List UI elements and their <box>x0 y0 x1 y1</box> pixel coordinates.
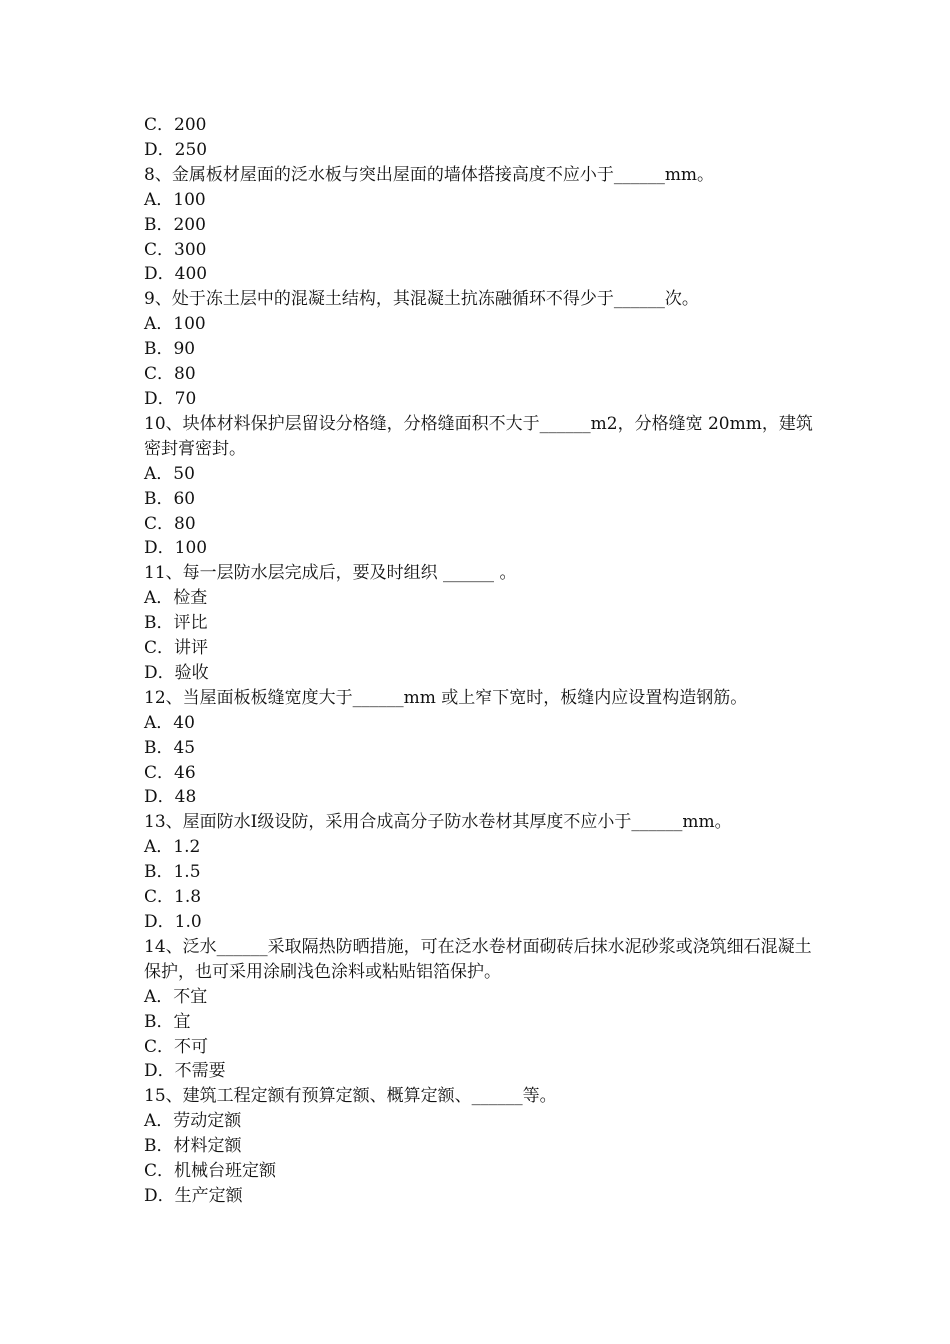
answer-option: B．60 <box>144 488 196 509</box>
question-text: 10、块体材料保护层留设分格缝，分格缝面积不大于______m2，分格缝宽 20mm，建筑密封膏密封。 <box>144 413 813 459</box>
answer-option: D．验收 <box>144 662 209 683</box>
answer-option: B．200 <box>144 214 206 235</box>
answer-option: A．100 <box>144 314 206 335</box>
question-text: 9、处于冻土层中的混凝土结构，其混凝土抗冻融循环不得少于______次。 <box>144 289 699 310</box>
answer-option: D．70 <box>144 388 197 409</box>
answer-option: D．1.0 <box>144 912 202 932</box>
answer-option: D．生产定额 <box>144 1185 243 1206</box>
answer-option: C．不可 <box>144 1036 209 1057</box>
answer-option: D．100 <box>144 538 208 559</box>
question-text: 14、泛水______采取隔热防晒措施，可在泛水卷材面砌砖后抹水泥砂浆或浇筑细石混凝土保护，也可采用涂刷浅色涂料或粘贴铝箔保护。 <box>144 936 812 982</box>
question-text: 15、建筑工程定额有预算定额、概算定额、______等。 <box>144 1086 557 1107</box>
answer-option: C．机械台班定额 <box>144 1161 277 1182</box>
question-text: 11、每一层防水层完成后，要及时组织 ______ 。 <box>144 563 517 584</box>
question-text: 13、屋面防水Ⅰ级设防，采用合成高分子防水卷材其厚度不应小于______mm。 <box>144 812 732 833</box>
answer-option: A．检查 <box>144 588 208 609</box>
answer-option: B．评比 <box>144 613 208 634</box>
answer-option: C．300 <box>144 239 207 260</box>
answer-option: A．劳动定额 <box>144 1111 242 1132</box>
answer-option: C．46 <box>144 762 196 783</box>
answer-option: B．1.5 <box>144 862 201 883</box>
answer-option: D．48 <box>144 787 197 808</box>
answer-option: C．1.8 <box>144 887 202 908</box>
answer-option: A．40 <box>144 712 195 733</box>
answer-option: C．80 <box>144 364 196 385</box>
answer-option: D．不需要 <box>144 1061 226 1082</box>
answer-option: B．材料定额 <box>144 1136 242 1157</box>
answer-option: A．不宜 <box>144 986 208 1007</box>
question-text: 12、当屋面板板缝宽度大于______mm 或上窄下宽时，板缝内应设置构造钢筋。 <box>144 687 748 708</box>
answer-option: B．90 <box>144 339 196 360</box>
question-text: 8、金属板材屋面的泛水板与突出屋面的墙体搭接高度不应小于______mm。 <box>144 164 715 185</box>
answer-option: B．45 <box>144 737 196 758</box>
answer-option: A．50 <box>144 463 195 484</box>
answer-option: B．宜 <box>144 1011 191 1032</box>
answer-option: C．讲评 <box>144 638 209 659</box>
answer-option: A．1.2 <box>144 837 201 858</box>
answer-option: D．250 <box>144 139 208 160</box>
answer-option: C．80 <box>144 513 196 534</box>
answer-option: A．100 <box>144 189 206 210</box>
question-list <box>144 113 824 1209</box>
answer-option: C．200 <box>144 115 207 135</box>
answer-option: D．400 <box>144 264 208 285</box>
